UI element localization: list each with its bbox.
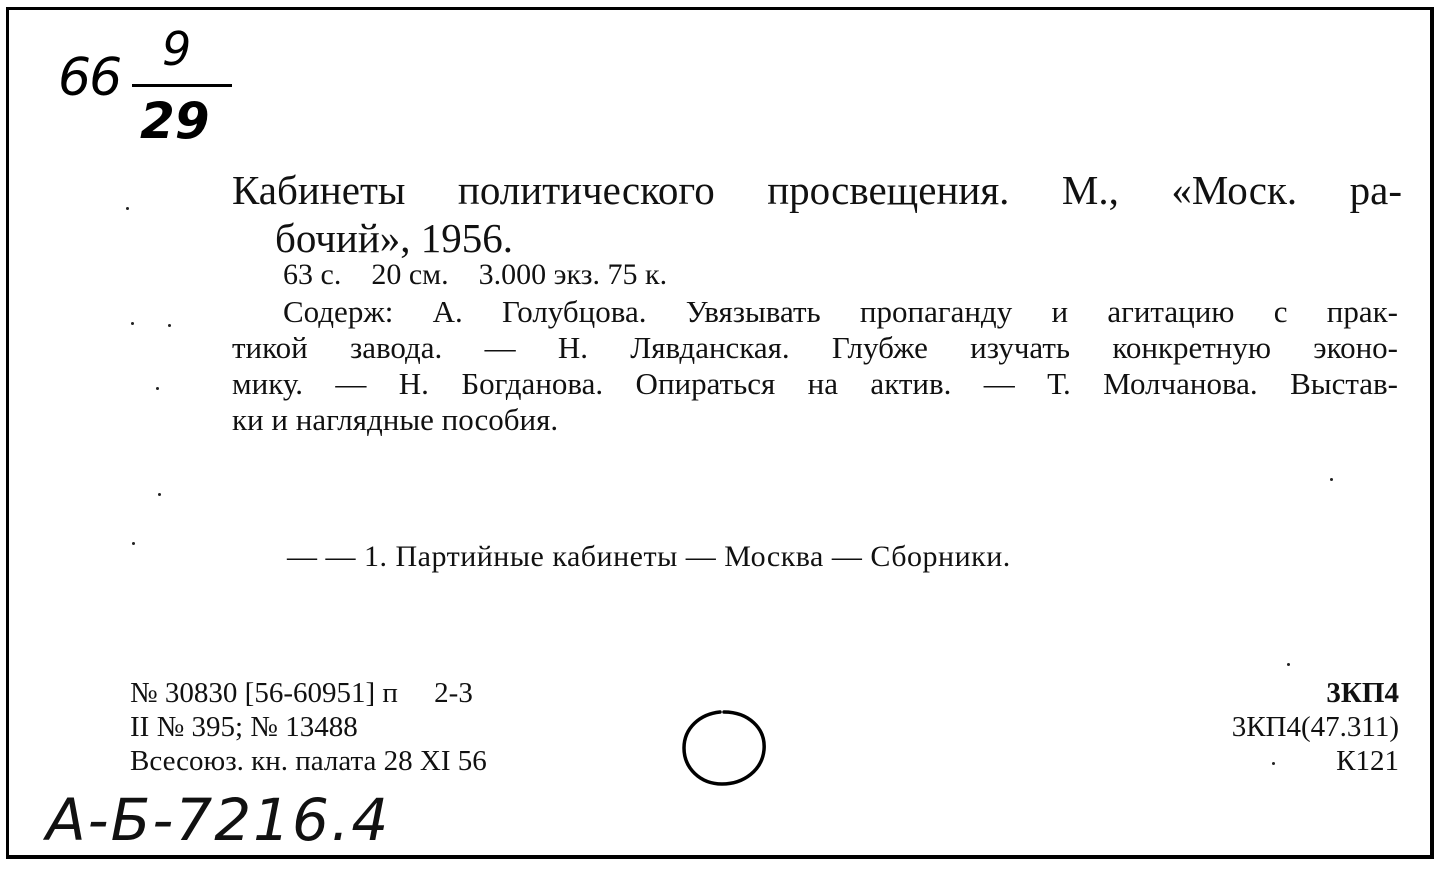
subject-heading: — — 1. Партийные кабинеты — Москва — Сборники. — [287, 540, 1011, 573]
contents-line: ки и наглядные пособия. — [232, 402, 559, 437]
imprint-line: № 30830 [56-60951] п 2-3 — [130, 677, 473, 709]
contents-line: тикой завода. — Н. Лявданская. Глубже изучать конкретную эконо- — [232, 330, 1398, 365]
contents-line: Содерж: А. Голубцова. Увязывать пропаганду и агитацию с прак- — [283, 294, 1398, 329]
shelfmark-numerator: 9 — [162, 22, 192, 76]
author-mark: К121 — [1336, 745, 1399, 777]
collation: 63 с. 20 см. 3.000 экз. 75 к. — [283, 258, 668, 291]
contents-note — [232, 294, 1398, 438]
contents-line: мику. — Н. Богданова. Опираться на актив. — Т. Молчанова. Выстав- — [232, 366, 1398, 401]
classification-block — [1232, 676, 1399, 778]
print-speck — [168, 324, 171, 327]
inventory-number: А-Б-7216.4 — [46, 786, 391, 854]
shelfmark-denominator: 29 — [140, 92, 210, 150]
imprint-block — [130, 676, 487, 778]
imprint-line: Всесоюз. кн. палата 28 XI 56 — [130, 745, 487, 777]
print-speck — [1287, 663, 1290, 666]
print-speck — [1330, 478, 1333, 481]
shelfmark-divider — [132, 84, 232, 87]
print-speck — [126, 207, 129, 210]
print-speck — [131, 322, 134, 325]
classification-code: 3КП4 — [1326, 677, 1399, 709]
title-line-2: бочий», 1956. — [275, 215, 514, 261]
print-speck — [158, 493, 161, 496]
stamp-circle-icon — [676, 706, 772, 790]
classification-code: 3КП4(47.311) — [1231, 711, 1399, 743]
shelfmark-left: 66 — [58, 48, 121, 108]
title-line-1: Кабинеты политического просвещения. М., «Моск. ра- — [232, 167, 1402, 213]
print-speck — [132, 542, 135, 545]
imprint-line: II № 395; № 13488 — [130, 711, 358, 743]
print-speck — [1272, 762, 1275, 765]
print-speck — [156, 387, 159, 390]
